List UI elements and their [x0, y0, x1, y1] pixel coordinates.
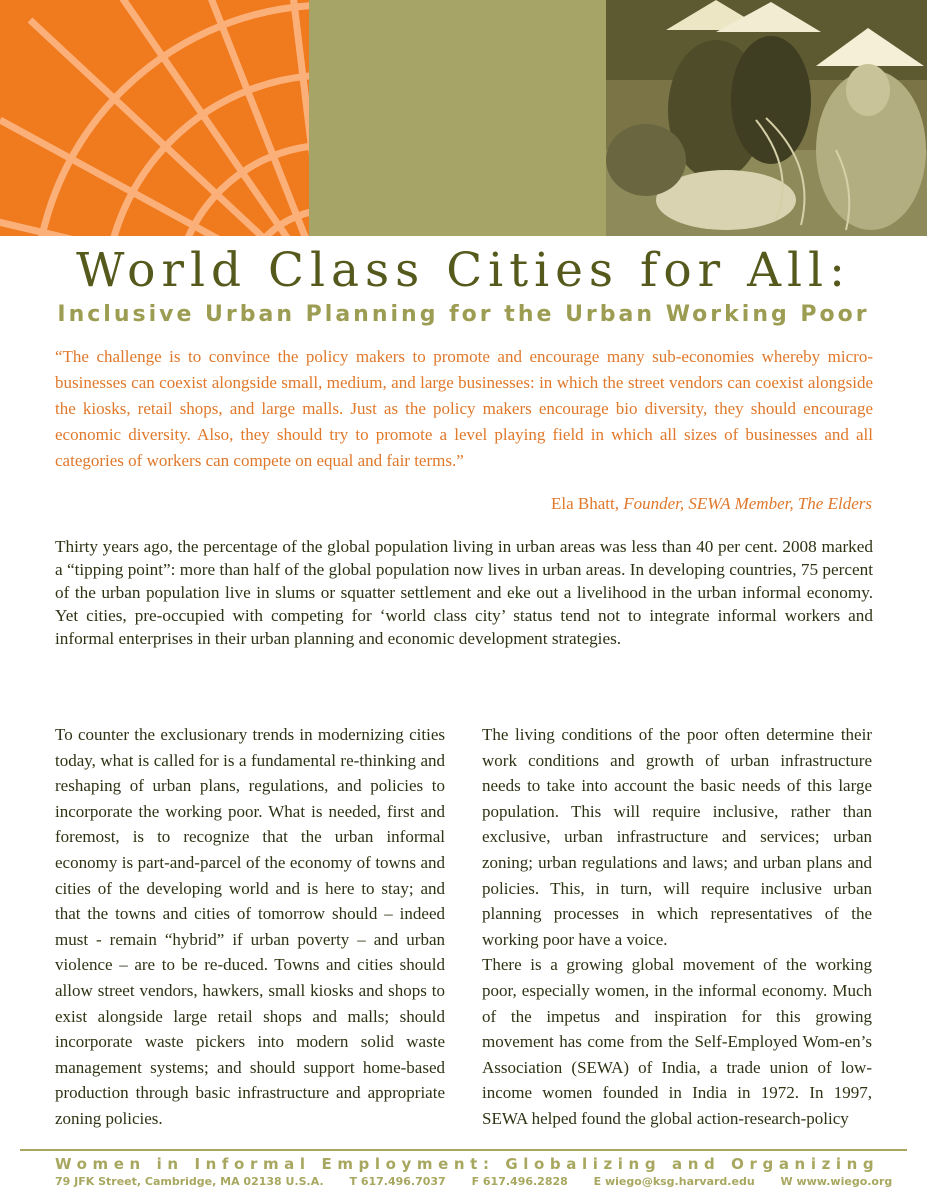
quote-attribution	[272, 491, 872, 517]
featured-quote: “The challenge is to convince the policy makers to promote and encourage many sub-economies whereby micro-businesses can coexist alongside small, medium, and large businesses: in which the street vendors can coexist alongside the kiosks, retail shops, and large malls. Just as the policy makers encourage bio diversity, they should encourage economic diversity. Also, they should try to promote a level playing field in which all sizes of businesses and all categories of workers can compete on equal and fair terms.”	[55, 347, 873, 470]
footer-fax: F 617.496.2828	[471, 1175, 568, 1188]
page-subtitle: Inclusive Urban Planning for the Urban Working Poor	[57, 302, 870, 327]
right-column-paragraph-1: The living conditions of the poor often determine their work conditions and growth of urban infrastructure needs to take into account the basic needs of this large population. This will require inclusive, rather than exclusive, urban infrastructure and services; urban zoning; urban regulations and laws; and urban plans and policies. This, in turn, will require inclusive urban planning processes in which representatives of the working poor have a voice.	[482, 725, 872, 949]
header-band	[0, 0, 927, 236]
intro-paragraph: Thirty years ago, the percentage of the global population living in urban areas was less than 40 per cent. 2008 marked a “tipping point”: more than half of the global population now lives in urban areas. In developing countries, 75 percent of the urban population live in slums or squatter settlement and eke out a livelihood in the urban informal economy. Yet cities, pre-occupied with competing for ‘world class city’ status tend not to integrate informal workers and informal enterprises in their urban planning and economic development strategies.	[55, 537, 873, 648]
right-column-paragraph-2: There is a growing global movement of the working poor, especially women, in the informal economy. Much of the impetus and inspiration for this growing movement has come from the Self-Employed Wom-en’s Association (SEWA) of India, a trade union of low-income women founded in India in 1972. In 1997, SEWA helped found the global action-research-policy	[482, 955, 872, 1128]
quote-author-role: Founder, SEWA Member, The Elders	[623, 494, 872, 513]
sun-rays-graphic	[0, 0, 309, 236]
footer-website: W www.wiego.org	[780, 1175, 893, 1188]
olive-color-block	[309, 0, 606, 236]
footer-address: 79 JFK Street, Cambridge, MA 02138 U.S.A.	[55, 1175, 324, 1188]
sun-rays-icon	[0, 0, 309, 236]
footer-organization: Women in Informal Employment: Globalizing and Organizing	[55, 1155, 880, 1173]
footer-email: E wiego@ksg.harvard.edu	[593, 1175, 755, 1188]
left-column-paragraph: To counter the exclusionary trends in modernizing cities today, what is called for is a fundamental re-thinking and reshaping of urban plans, regulations, and policies to incorporate the working poor. What is needed, first and foremost, is to recognize that the urban informal economy is part-and-parcel of the economy of towns and cities of the developing world and is here to stay; and that the towns and cities of tomorrow should – indeed must - remain “hybrid” if urban poverty – and urban violence – are to be re-duced. Towns and cities should allow street vendors, hawkers, small kiosks and shops to exist alongside large retail shops and malls; should incorporate waste pickers into modern solid waste management systems; and should support home-based production through basic infrastructure and appropriate zoning policies.	[55, 725, 445, 1128]
page-title: World Class Cities for All:	[76, 243, 851, 298]
footer-divider	[20, 1149, 907, 1151]
right-column	[482, 722, 872, 1132]
footer-phone: T 617.496.7037	[349, 1175, 446, 1188]
footer-contact	[55, 1174, 893, 1190]
left-column	[55, 722, 445, 1132]
quote-author: Ela Bhatt,	[551, 494, 619, 513]
street-vendors-photo	[606, 0, 927, 236]
vendors-photo-icon	[606, 0, 927, 236]
